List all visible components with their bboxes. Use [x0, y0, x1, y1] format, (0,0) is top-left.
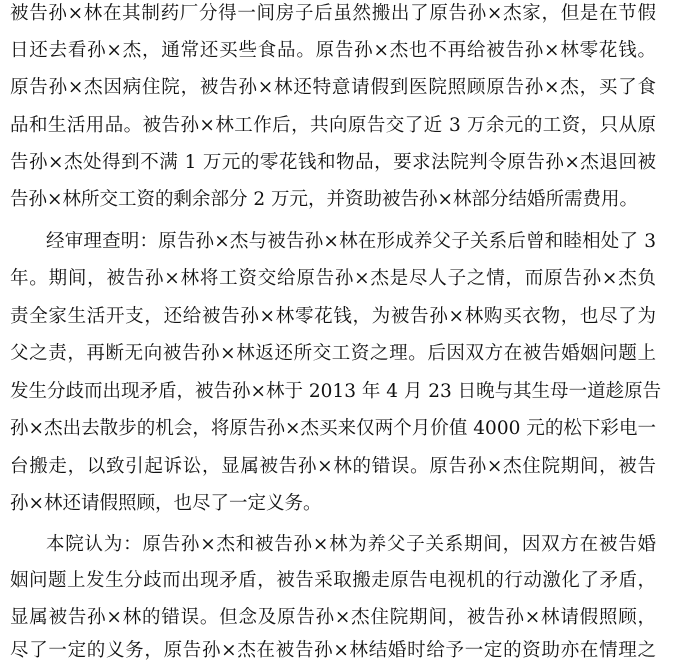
text-line: 孙×杰出去散步的机会，将原告孙×杰买来仅两个月价值 4000 元的松下彩电一 — [10, 418, 656, 439]
text-line: 姻问题上发生分歧而出现矛盾，被告采取搬走原告电视机的行动激化了矛盾， — [10, 570, 656, 591]
text-line: 告孙×林所交工资的剩余部分 2 万元，并资助被告孙×林部分结婚所需费用。 — [10, 189, 639, 210]
text-line: 日还去看孙×杰，通常还买些食品。原告孙×杰也不再给被告孙×林零花钱。 — [10, 40, 656, 61]
text-line: 被告孙×林在其制药厂分得一间房子后虽然搬出了原告孙×杰家，但是在节假 — [10, 3, 656, 24]
text-line: 发生分歧而出现矛盾，被告孙×林于 2013 年 4 月 23 日晚与其生母一道趁原告 — [10, 381, 662, 402]
text-line: 告孙×杰处得到不满 1 万元的零花钱和物品，要求法院判令原告孙×杰退回被 — [10, 152, 656, 173]
text-line: 台搬走，以致引起诉讼，显属被告孙×林的错误。原告孙×杰住院期间，被告 — [10, 456, 656, 477]
text-line: 父之责，再断无向被告孙×林返还所交工资之理。后因双方在被告婚姻问题上 — [10, 343, 656, 364]
paragraph-first-line: 本院认为：原告孙×杰和被告孙×林为养父子关系期间，因双方在被告婚 — [46, 534, 656, 555]
text-line: 原告孙×杰因病住院，被告孙×林还特意请假到医院照顾原告孙×杰，买了食 — [10, 77, 656, 98]
text-line: 年。期间，被告孙×林将工资交给原告孙×杰是尽人子之情，而原告孙×杰负 — [10, 268, 656, 289]
text-line: 责全家生活开支，还给被告孙×林零花钱，为被告孙×林购买衣物，也尽了为 — [10, 306, 656, 327]
text-line: 品和生活用品。被告孙×林工作后，共向原告交了近 3 万余元的工资，只从原 — [10, 115, 656, 136]
text-line: 显属被告孙×林的错误。但念及原告孙×杰住院期间，被告孙×林请假照顾， — [10, 607, 656, 628]
text-line: 孙×林还请假照顾，也尽了一定义务。 — [10, 493, 322, 514]
text-line: 尽了一定的义务，原告孙×杰在被告孙×林结婚时给予一定的资助亦在情理之 — [10, 640, 656, 661]
paragraph-first-line: 经审理查明：原告孙×杰与被告孙×林在形成养父子关系后曾和睦相处了 3 — [46, 231, 656, 252]
